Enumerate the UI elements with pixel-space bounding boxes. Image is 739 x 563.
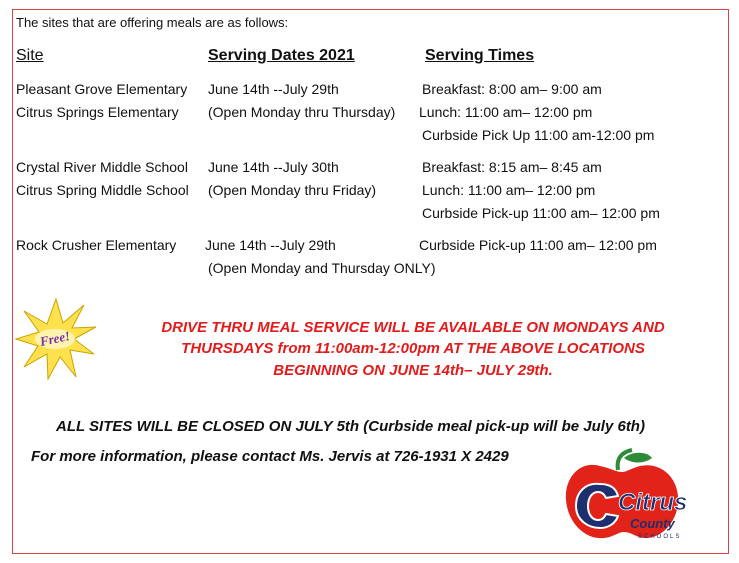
site-name: Citrus Springs Elementary (16, 104, 179, 120)
serving-time: Curbside Pick-up 11:00 am– 12:00 pm (422, 205, 660, 221)
site-name: Rock Crusher Elementary (16, 237, 177, 253)
serving-time: Curbside Pick-up 11:00 am– 12:00 pm (419, 237, 657, 253)
header-site: Site (16, 47, 44, 64)
serving-dates: June 14th --July 29th (208, 81, 339, 97)
serving-time: Lunch: 11:00 am– 12:00 pm (422, 182, 596, 198)
serving-dates: June 14th --July 29th (205, 237, 336, 253)
citrus-county-schools-logo (560, 448, 696, 544)
site-name: Crystal River Middle School (16, 159, 188, 175)
logo-small: SCHOOLS (638, 534, 682, 540)
serving-time: Curbside Pick Up 11:00 am-12:00 pm (422, 127, 655, 143)
intro-text: The sites that are offering meals are as follows: (16, 15, 289, 30)
free-starburst-icon (14, 297, 98, 381)
serving-dates: June 14th --July 30th (208, 159, 339, 175)
serving-days: (Open Monday thru Friday) (208, 182, 377, 198)
drive-thru-line: DRIVE THRU MEAL SERVICE WILL BE AVAILABLE ON MONDAYS AND (161, 319, 665, 336)
logo-name: Citrus (618, 489, 688, 516)
site-name: Citrus Spring Middle School (16, 182, 189, 198)
contact-info: For more information, please contact Ms. Jervis at 726-1931 X 2429 (31, 448, 509, 465)
site-name: Pleasant Grove Elementary (16, 81, 188, 97)
free-badge-text: Free! (38, 328, 72, 350)
serving-time: Breakfast: 8:15 am– 8:45 am (422, 159, 602, 175)
header-serving-dates: Serving Dates 2021 (208, 47, 355, 64)
serving-time: Breakfast: 8:00 am– 9:00 am (422, 81, 602, 97)
serving-days: (Open Monday thru Thursday) (208, 104, 396, 120)
serving-time: Lunch: 11:00 am– 12:00 pm (419, 104, 593, 120)
serving-days: (Open Monday and Thursday ONLY) (208, 260, 436, 276)
drive-thru-line: BEGINNING ON JUNE 14th– JULY 29th. (273, 362, 553, 379)
closed-notice: ALL SITES WILL BE CLOSED ON JULY 5th (Curbside meal pick-up will be July 6th) (56, 418, 645, 435)
header-serving-times: Serving Times (425, 47, 535, 64)
logo-sub: County (630, 516, 675, 531)
drive-thru-line: THURSDAYS from 11:00am-12:00pm AT THE ABOVE LOCATIONS (181, 340, 645, 357)
